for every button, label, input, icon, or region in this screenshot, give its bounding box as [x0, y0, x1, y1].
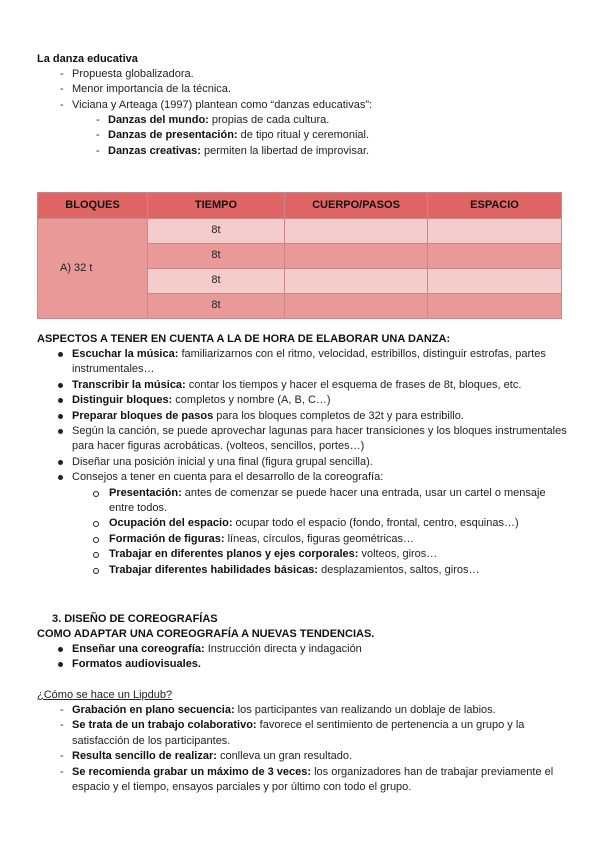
time-cell: 8t: [148, 244, 285, 269]
section-title-danza-educativa: La danza educativa: [37, 53, 138, 65]
list-item: Presentación: antes de comenzar se puede hacer una entrada, usar un cartel o mensaje entre todos.: [91, 486, 561, 517]
list-item: - Se trata de un trabajo colaborativo: favorece el sentimiento de pertenencia a un grupo y la satisfacción de los participantes.: [60, 719, 525, 747]
header-tiempo: TIEMPO: [148, 193, 285, 219]
list-item: - Se recomienda grabar un máximo de 3 veces: los organizadores han de trabajar previamente el espacio y el tiempo, ensayos parciales y por último con todo el grupo.: [60, 765, 554, 794]
list-item: Diseñar una posición inicial y una final (figura grupal sencilla).: [55, 455, 570, 470]
list-item: Escuchar la música: familiarizarnos con el ritmo, velocidad, estribillos, distinguir estrofas, partes instrumentales…: [55, 347, 570, 378]
list-item: - Grabación en plano secuencia: los participantes van realizando un doblaje de labios.: [60, 704, 496, 716]
section-subtitle-adaptar: COMO ADAPTAR UNA COREOGRAFÍA A NUEVAS TENDENCIAS.: [37, 628, 375, 640]
list-item: Ocupación del espacio: ocupar todo el espacio (fondo, frontal, centro, esquinas…): [91, 516, 561, 531]
dash-list: [60, 703, 560, 795]
blocks-table: [37, 192, 562, 319]
bullet-list: [55, 347, 570, 578]
block-label-cell: A) 32 t: [38, 219, 148, 319]
list-item: Según la canción, se puede aprovechar lagunas para hacer transiciones y los bloques instrumentales para hacer figuras acrobáticas. (volteos, sencillos, portes…): [55, 424, 570, 455]
table-header-row: [38, 193, 562, 219]
list-item: Preparar bloques de pasos para los bloques completos de 32t y para estribillo.: [55, 409, 570, 424]
time-cell: 8t: [148, 269, 285, 294]
table-row: [38, 219, 562, 244]
header-cuerpo-pasos: CUERPO/PASOS: [285, 193, 428, 219]
list-item: Transcribir la música: contar los tiempos y hacer el esquema de frases de 8t, bloques, etc.: [55, 378, 570, 393]
time-cell: 8t: [148, 294, 285, 319]
section-title-aspectos: ASPECTOS A TENER EN CUENTA A LA DE HORA DE ELABORAR UNA DANZA:: [37, 333, 451, 345]
header-espacio: ESPACIO: [428, 193, 562, 219]
espacio-cell: [428, 269, 562, 294]
circle-sublist: [55, 486, 561, 578]
header-bloques: BLOQUES: [38, 193, 148, 219]
espacio-cell: [428, 244, 562, 269]
list-item: Enseñar una coreografía: Instrucción directa y indagación: [55, 642, 570, 657]
lipdub-heading-link[interactable]: ¿Cómo se hace un Lipdub?: [37, 689, 173, 701]
list-item: Trabajar en diferentes planos y ejes corporales: volteos, giros…: [91, 547, 561, 562]
espacio-cell: [428, 219, 562, 244]
list-item: Trabajar diferentes habilidades básicas: desplazamientos, saltos, giros…: [91, 563, 561, 578]
time-cell: 8t: [148, 219, 285, 244]
section-title-diseno: 3. DISEÑO DE COREOGRAFÍAS: [52, 613, 218, 625]
list-item: Distinguir bloques: completos y nombre (A, B, C…): [55, 393, 570, 408]
espacio-cell: [428, 294, 562, 319]
cuerpo-cell: [285, 294, 428, 319]
cuerpo-cell: [285, 244, 428, 269]
bullet-list: [55, 642, 570, 673]
cuerpo-cell: [285, 269, 428, 294]
list-item: - Resulta sencillo de realizar: conlleva un gran resultado.: [60, 750, 353, 763]
list-item: Formatos audiovisuales.: [55, 657, 570, 672]
document-page: La danza educativa - Propuesta globalizadora. - Menor importancia de la técnica. - Viciana y Arteaga (1997) plantean como “danzas educativas”: - Danzas del mundo: propias de cada cultura. - Danzas de presentación: de tipo ritual y ceremonial. - Danzas creativas: permiten la libertad de improvisar. BLOQUES TIEMPO CUERPO/PASOS ESPACIO A) 32 t 8t 8t 8t 8t ASPECTOS A TENER EN CUENTA A LA DE HORA DE ELABORAR UNA DANZA: Escuchar la música: familiarizarnos con el ritmo, velocidad, estribillos, distinguir estrofas, partes instrumentales… Transcribir la música: contar los tiempos y hacer el esquema de frases de 8t, bloques, etc. Distinguir bloques: completos y nombre (A, B, C…) Preparar bloques de pasos para los bloques completos de 32t y para estribillo. Según la canción, se puede aprovechar lagunas para hacer transiciones y los bloques instrumentales para hacer figuras acrobáticas. (volteos, sencillos, portes…) Diseñar una posición inicial y una final (figura grupal sencilla). Consejos a tener en cuenta para el desarrollo de la coreografía: Presentación: antes de comenzar se puede hacer una entrada, usar un cartel o mensaje entre todos. Ocupación del espacio: ocupar todo el espacio (fondo, frontal, centro, esquinas…) Formación de figuras: líneas, círculos, figuras geométricas… Trabajar en diferentes planos y ejes corporales: volteos, giros… Trabajar diferentes habilidades básicas: desplazamientos, saltos, giros… 3. DISEÑO DE COREOGRAFÍAS COMO ADAPTAR UNA COREOGRAFÍA A NUEVAS TENDENCIAS. Enseñar una coreografía: Instrucción directa y indagación Formatos audiovisuales. ¿Cómo se hace un Lipdub? - Grabación en plano secuencia: los participantes van realizando un doblaje de labios. - Se trata de un trabajo colaborativo: favorece el sentimiento de pertenencia a un grupo y la satisfacción de los participantes. - Resulta sencillo de realizar: conlleva un gran resultado. - Se recomienda grabar un máximo de 3 veces: los organizadores han de trabajar previamente el espacio y el tiempo, ensayos parciales y por último con todo el grupo.: [0, 0, 600, 848]
list-item: Formación de figuras: líneas, círculos, figuras geométricas…: [91, 532, 561, 547]
cuerpo-cell: [285, 219, 428, 244]
list-item: Consejos a tener en cuenta para el desarrollo de la coreografía:: [55, 470, 570, 485]
